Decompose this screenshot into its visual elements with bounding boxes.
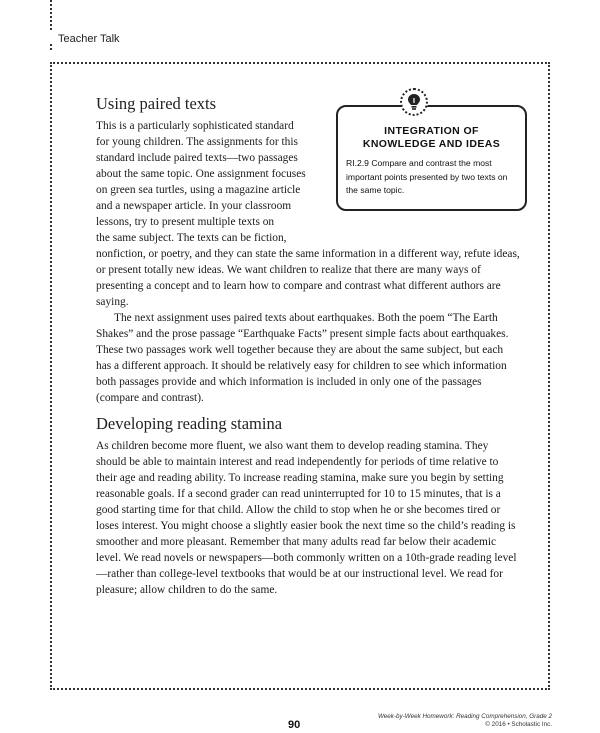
text-line: the same subject. The texts can be fiction, <box>96 232 287 244</box>
heading-reading-stamina: Developing reading stamina <box>96 414 283 433</box>
footer-copyright: © 2016 • Scholastic Inc. <box>485 721 552 728</box>
text-line: about the same topic. One assignment focuses <box>96 168 306 180</box>
footer-credit <box>378 713 552 729</box>
callout-standard-text: RI.2.9 Compare and contrast the most important points presented by two texts on the same topic. <box>346 158 508 195</box>
main-content <box>96 94 520 598</box>
top-dotted-rule <box>50 0 52 30</box>
callout-title-line2: KNOWLEDGE AND IDEAS <box>362 138 501 150</box>
footer-book-title: Week-by-Week Homework: Reading Comprehension, Grade 2 <box>377 713 552 720</box>
paragraph-reading-stamina: As children become more fluent, we also want them to develop reading stamina. They should be able to maintain interest and read independently for periods of time relative to their age and reading ability. To increase reading stamina, make sure you begin by setting reasonable goals. If a second grader can read uninterrupted for 10 to 15 minutes, that is a good starting time for that child. Allow the child to stop when he or she becomes tired or loses interest. You might choose a slightly easier book the next time so the child’s reading is smoother and more pleasant. Remember that many adults read far below their academic level. We read novels or newspapers—both commonly written on a 10th-grade reading level—rather than college-level textbooks that would be at our instructional level. We read for pleasure; allow children to do the same. <box>96 440 517 596</box>
text-line: on green sea turtles, using a magazine article <box>96 184 301 196</box>
heading-using-paired-texts: Using paired texts <box>96 94 217 113</box>
text-line: and a newspaper article. In your classroom <box>96 200 292 212</box>
text-line: for young children. The assignments for this <box>96 136 298 148</box>
section-header-label: Teacher Talk <box>58 33 120 45</box>
paragraph-continuation: nonfiction, or poetry, and they can state the same information in a different way, refute ideas, or present totally new ideas. We want children to realize that there are many ways of presenting a concept and to learn how to compare and contrast what different authors are saying. <box>96 248 520 308</box>
page-number: 90 <box>288 719 301 731</box>
callout-title-line1: INTEGRATION OF <box>384 125 479 137</box>
text-line: standard include paired texts—two passages <box>96 152 298 164</box>
text-line: This is a particularly sophisticated standard <box>96 120 294 132</box>
text-line: lessons, try to present multiple texts on <box>96 216 275 228</box>
top-dotted-rule-lower <box>50 44 52 50</box>
paragraph-paired-texts-1 <box>96 118 520 310</box>
paragraph-paired-texts-2: The next assignment uses paired texts about earthquakes. Both the poem “The Earth Shakes” and the prose passage “Earthquake Facts” present simple facts about earthquakes. These two passages work well together because they are about the same subject, but each has a different approach. It should be relatively easy for children to see which information both passages provide and which information is included in only one of the passages (compare and contrast). <box>96 312 509 404</box>
